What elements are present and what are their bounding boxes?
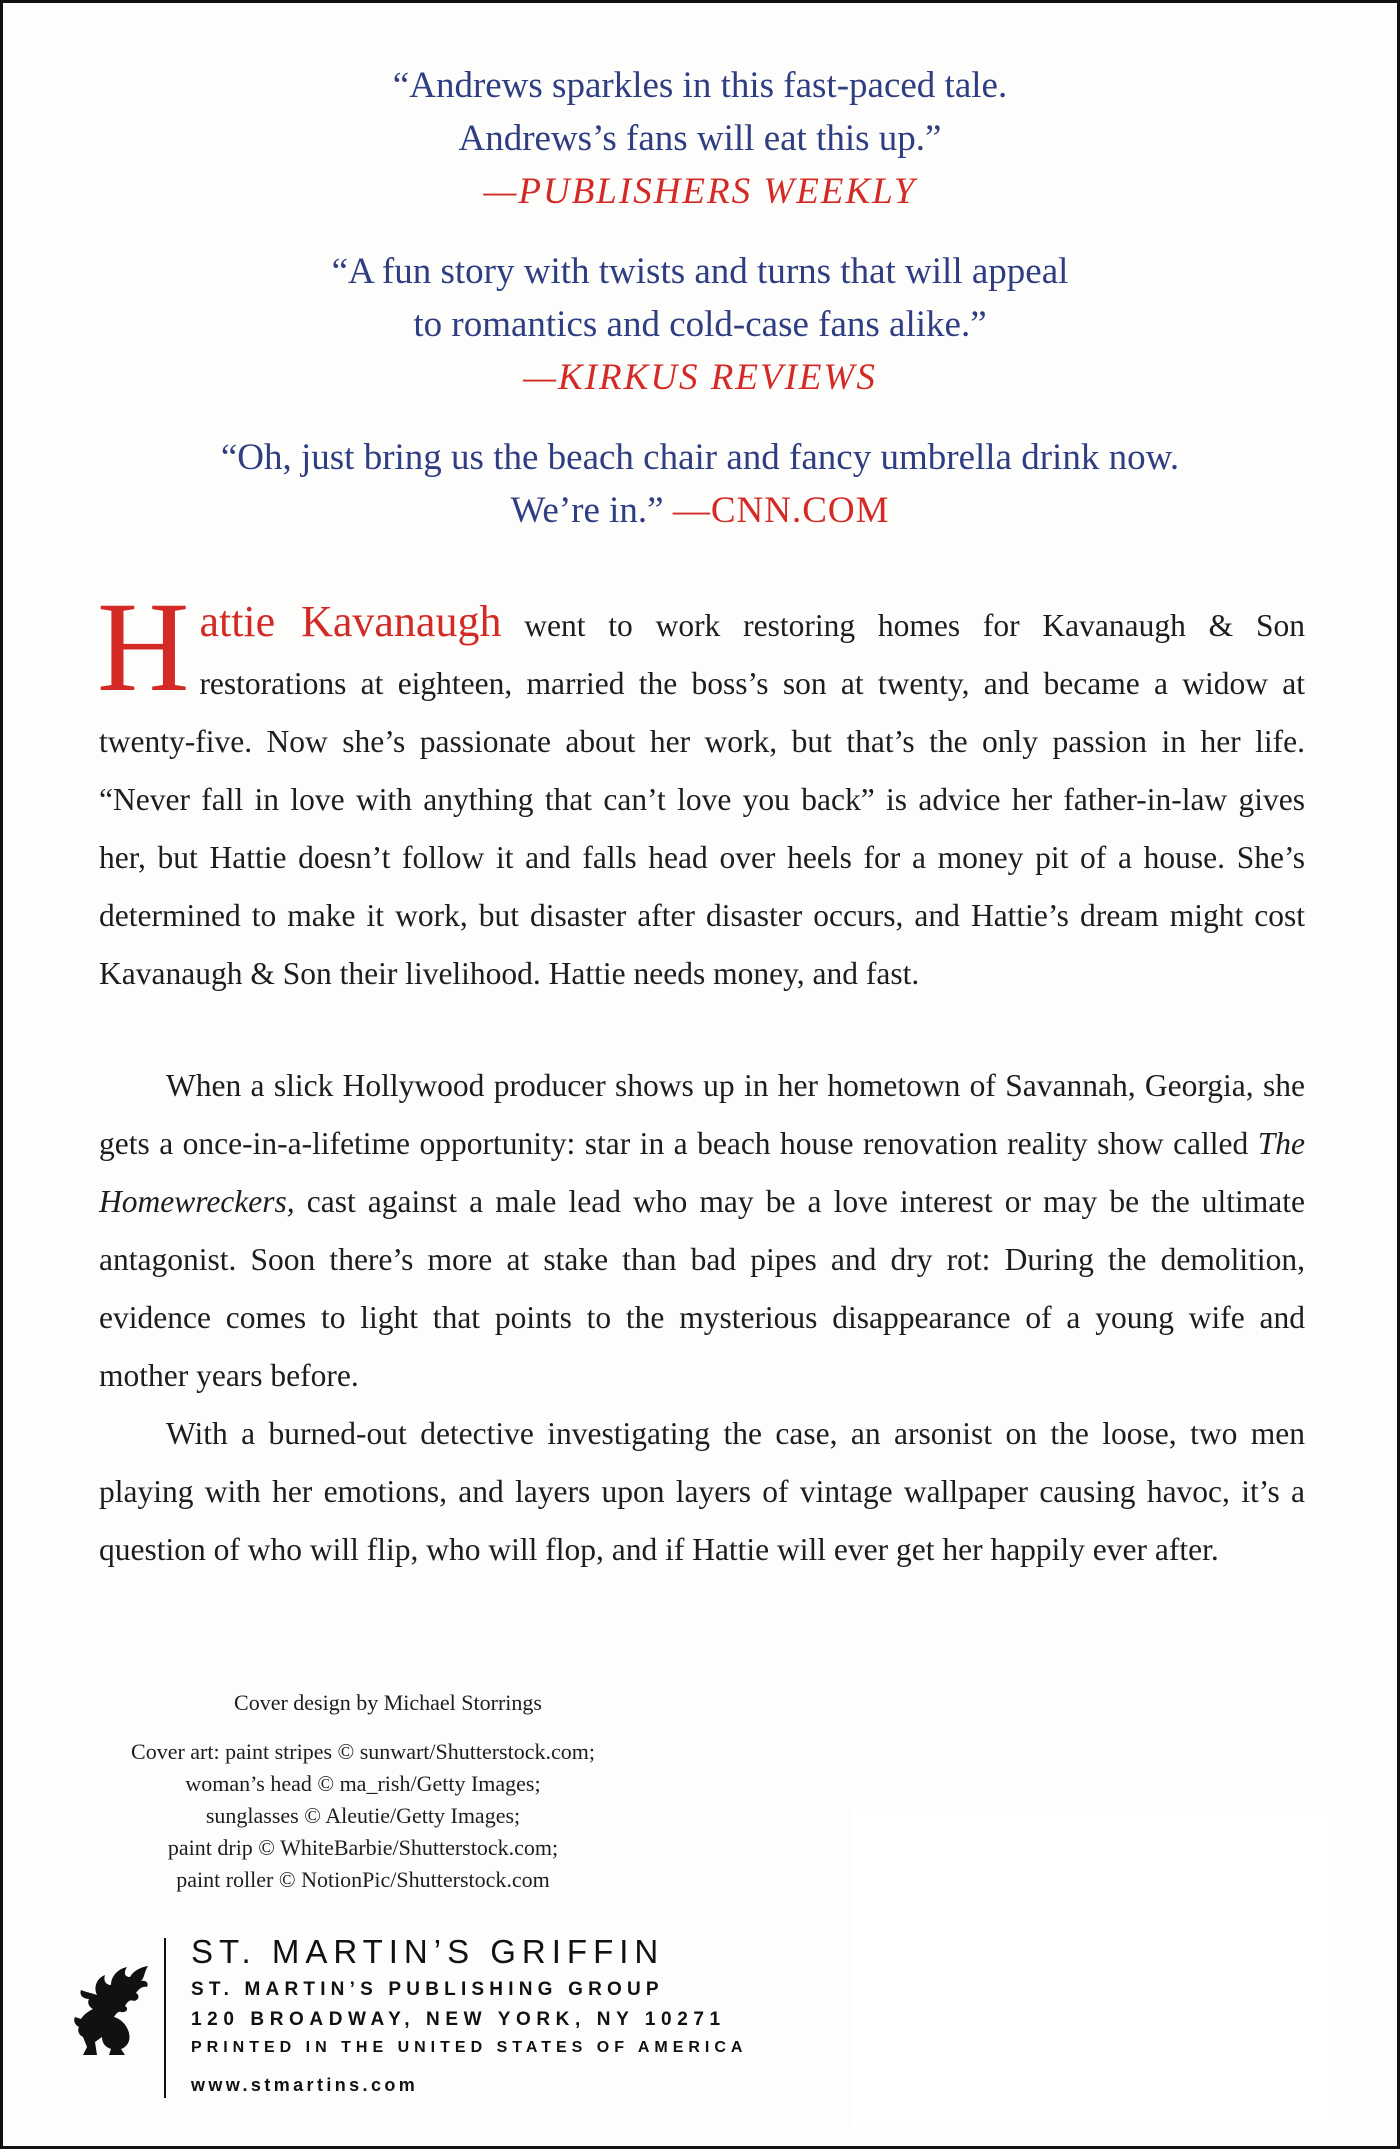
quote-line xyxy=(3,484,1397,537)
quote-line: “Andrews sparkles in this fast-paced tale. xyxy=(392,65,1008,106)
griffin-icon xyxy=(69,1965,151,2057)
paragraph-text: cast against a male lead who may be a love interest or may be the ultimate antagonist. Soon there’s more at stake than bad pipes and dry rot: During the demolition, evidence comes to light that points to the mysterious disappearance of a young wife and mother years before. xyxy=(99,1184,1305,1393)
cover-art-credits xyxy=(103,1736,623,1896)
credit-line: Cover art: paint stripes © sunwart/Shutterstock.com; xyxy=(131,1739,595,1764)
credit-line: paint drip © WhiteBarbie/Shutterstock.com; xyxy=(167,1835,559,1860)
show-title: The Homewreckers, xyxy=(99,1126,1305,1219)
quote-source: —KIRKUS REVIEWS xyxy=(523,357,877,398)
publisher-name: ST. MARTIN’S GRIFFIN xyxy=(191,1933,665,1970)
quote-text: We’re in.” xyxy=(510,490,664,531)
cover-design-credit: Cover design by Michael Storrings xyxy=(234,1690,542,1715)
paragraph-text: With a burned-out detective investigating the case, an arsonist on the loose, two men playing with her emotions, and layers upon layers of vintage wallpaper causing havoc, it’s a question of who will flip, who will flop, and if Hattie will ever get her happily ever after. xyxy=(99,1416,1305,1567)
credit-line: paint roller © NotionPic/Shutterstock.com xyxy=(176,1867,550,1892)
quote-source: —CNN.COM xyxy=(672,490,890,531)
credit-line: sunglasses © Aleutie/Getty Images; xyxy=(205,1803,521,1828)
divider xyxy=(164,1938,166,2098)
quote-source: —PUBLISHERS WEEKLY xyxy=(483,171,917,212)
description-paragraph-1 xyxy=(97,576,1305,1003)
drop-cap: H xyxy=(97,576,190,718)
praise-quote-kirkus xyxy=(3,245,1397,404)
credit-line: woman’s head © ma_rish/Getty Images; xyxy=(185,1771,541,1796)
praise-quote-publishers-weekly xyxy=(3,59,1397,218)
lead-name: attie Kavanaugh xyxy=(199,597,502,646)
publisher-website: www.stmartins.com xyxy=(191,2075,419,2095)
quote-line: “A fun story with twists and turns that will appeal xyxy=(331,251,1069,292)
quote-line: Andrews’s fans will eat this up.” xyxy=(458,118,942,159)
description-paragraph-2 xyxy=(99,1057,1305,1405)
paragraph-text: went to work restoring homes for Kavanaugh & Son restorations at eighteen, married the boss’s son at twenty, and became a widow at twenty-five. Now she’s passionate about her work, but that’s the only passion in her life. “Never fall in love with anything that can’t love you back” is advice her father-in-law gives her, but Hattie doesn’t follow it and falls head over heels for a money pit of a house. She’s determined to make it work, but disaster after disaster occurs, and Hattie’s dream might cost Kavanaugh & Son their livelihood. Hattie needs money, and fast. xyxy=(99,608,1305,991)
printed-in: PRINTED IN THE UNITED STATES OF AMERICA xyxy=(191,2039,748,2056)
publisher-address: 120 BROADWAY, NEW YORK, NY 10271 xyxy=(191,2009,726,2030)
paragraph-text: When a slick Hollywood producer shows up in her hometown of Savannah, Georgia, she gets a once-in-a-lifetime opportunity: star in a beach house renovation reality show called xyxy=(99,1068,1305,1161)
quote-line: “Oh, just bring us the beach chair and fancy umbrella drink now. xyxy=(220,437,1180,478)
publisher-group: ST. MARTIN’S PUBLISHING GROUP xyxy=(191,1979,664,2000)
quote-line: to romantics and cold-case fans alike.” xyxy=(413,304,987,345)
description-paragraph-3 xyxy=(99,1405,1305,1579)
praise-quote-cnn xyxy=(3,431,1397,537)
barcode-area xyxy=(851,1809,1335,2127)
